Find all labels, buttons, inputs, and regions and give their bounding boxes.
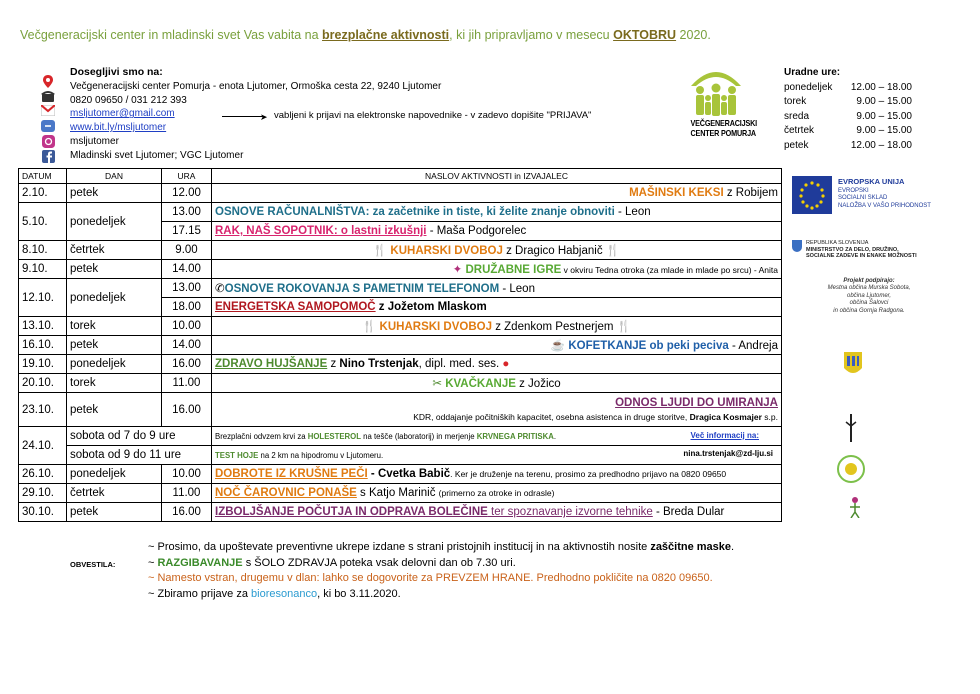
contact-address: Večgeneracijski center Pomurja - enota Ljutomer, Ormoška cesta 22, 9240 Ljutomer	[70, 80, 442, 92]
table-row: 18.00 ENERGETSKA SAMOPOMOČ z Jožetom Mlaskom	[19, 298, 782, 317]
table-row: 16.10. petek 14.00 ☕ KOFETKANJE ob peki peciva - Andreja	[19, 336, 782, 355]
headline	[20, 28, 711, 42]
coffee-cup-icon: ☕	[550, 340, 569, 352]
vgc-logo	[686, 66, 758, 138]
cutlery-icon: 🍴	[362, 321, 380, 333]
office-hours	[784, 66, 912, 154]
notices: ~ Prosimo, da upoštevate preventivne ukrepe izdane s strani pristojnih institucij in na aktivnostih nosite zaščitne maske. ~ RAZGIBAVANJE s ŠOLO ZDRAVJA poteka vsak delovni dan ob 7.30 uri. ~ Namesto vstran, drugemu v dlan: lahko se dogovorite za PREVZEM HRANE. Predhodno pokličite na 0820 09650. ~ Zbiramo prijave za bioresonanco, ki bo 3.11.2020.	[148, 541, 735, 600]
headline-month: OKTOBRU	[613, 28, 677, 42]
more-info-link[interactable]: Več informacij na:	[690, 431, 759, 440]
table-row: 29.10. četrtek 11.00 NOČ ČAROVNIC PONAŠE s Katjo Marinič (primerno za otroke in odrasle)	[19, 484, 782, 503]
header-time: URA	[162, 169, 212, 184]
contact-phone: 0820 09650 / 031 212 393	[70, 94, 187, 106]
municipality-mark-icon	[844, 414, 858, 442]
table-row: 19.10. ponedeljek 16.00 ZDRAVO HUJŠANJE z Nino Trstenjak, dipl. med. ses. ●	[19, 355, 782, 374]
hours-row: četrtek 9.00 – 15.00	[784, 125, 912, 137]
facebook-icon	[38, 150, 58, 164]
municipality-logo-icon	[836, 454, 866, 484]
header-activity: NASLOV AKTIVNOSTI in IZVAJALEC	[212, 169, 782, 184]
apple-icon: ●	[499, 358, 510, 370]
map-pin-icon	[38, 75, 58, 89]
hours-row: sreda 9.00 – 15.00	[784, 110, 912, 122]
instagram-icon	[38, 135, 58, 149]
contact-icons	[38, 78, 58, 165]
headline-text-2: , ki jih pripravljamo v mesecu	[449, 28, 614, 42]
table-row: 8.10. četrtek 9.00 🍴 KUHARSKI DVOBOJ z Dragico Habjanič 🍴	[19, 241, 782, 260]
yarn-icon: ✂	[432, 378, 446, 390]
contact-email-link[interactable]: msljutomer@gmail.com	[70, 108, 175, 120]
contact-email-nina: nina.trstenjak@zd-lju.si	[683, 449, 773, 458]
table-row: 30.10. petek 16.00 IZBOLJŠANJE POČUTJA IN ODPRAVA BOLEČINE ter spoznavanje izvorne tehnike - Breda Dular	[19, 503, 782, 522]
notices-label: OBVESTILA:	[70, 560, 116, 569]
headline-year: 2020.	[676, 28, 711, 42]
hours-row: torek 9.00 – 15.00	[784, 96, 912, 108]
cutlery-icon: 🍴	[613, 321, 631, 333]
table-row: 23.10. petek 16.00 ODNOS LJUDI DO UMIRANJA KDR, oddajanje počitniških kapacitet, osebna asistenca in druge storitve, Dragica Kosmajer s.p.	[19, 393, 782, 427]
gmail-icon	[38, 105, 58, 119]
cutlery-icon: 🍴	[372, 245, 391, 257]
ministry-logo: REPUBLIKA SLOVENIJA MINISTRSTVO ZA DELO, DRUŽINO, SOCIALNE ZADEVE IN ENAKE MOŽNOSTI	[792, 240, 932, 260]
contact-web-link[interactable]: www.bit.ly/msljutomer	[70, 122, 167, 134]
table-row: 9.10. petek 14.00 ✦ DRUŽABNE IGRE v okviru Tedna otroka (za mlade in mlade po srcu) - Anita	[19, 260, 782, 279]
table-row: sobota od 9 do 11 ure TEST HOJE na 2 km na hipodromu v Ljutomeru. nina.trstenjak@zd-lju.si	[19, 446, 782, 465]
table-header-row	[19, 169, 782, 184]
table-row: 12.10. ponedeljek 13.00 ✆OSNOVE ROKOVANJA S PAMETNIM TELEFONOM - Leon	[19, 279, 782, 298]
logo-line-2: CENTER POMURJA	[690, 128, 756, 138]
table-row: 2.10. petek 12.00 MAŠINSKI KEKSI z Robijem	[19, 184, 782, 203]
supporters: Projekt podpirajo: Mestna občina Murska Sobota, občina Ljutomer, občina Šalovci in občina Gornja Radgona.	[827, 278, 911, 314]
header-date: DATUM	[19, 169, 67, 184]
table-row: 24.10. sobota od 7 do 9 ure Brezplačni odvzem krvi za HOLESTEROL na tešče (laboratorij) in merjenje KRVNEGA PRITISKA. Več informacij na:	[19, 427, 782, 446]
contact-title: Dosegljivi smo na:	[70, 66, 163, 78]
phone-icon	[38, 90, 58, 104]
slovenia-crest-icon	[792, 240, 802, 252]
logo-line-1: VEČGENERACIJSKI	[690, 118, 758, 128]
municipality-crest-icon	[844, 352, 862, 378]
office-hours-title: Uradne ure:	[784, 67, 841, 78]
eu-logo: EVROPSKA UNIJA EVROPSKI SOCIALNI SKLAD NALOŽBA V VAŠO PRIHODNOST	[792, 176, 922, 214]
arrow-line	[222, 116, 264, 117]
schedule-table	[18, 168, 782, 522]
table-row: 20.10. torek 11.00 ✂ KVAČKANJE z Jožico	[19, 374, 782, 393]
headline-text: Večgeneracijski center in mladinski svet Vas vabita na	[20, 28, 323, 42]
arrow-right-icon: ➤	[260, 112, 268, 122]
table-row: 5.10. ponedeljek 13.00 OSNOVE RAČUNALNIŠTVA: za začetnike in tiste, ki želite znanje obnoviti - Leon	[19, 203, 782, 222]
contact-facebook: Mladinski svet Ljutomer; VGC Ljutomer	[70, 149, 244, 161]
hours-row: petek 12.00 – 18.00	[784, 139, 912, 151]
eu-flag-icon	[792, 176, 832, 214]
dice-icon: ✦	[452, 264, 466, 276]
municipality-figure-icon	[848, 496, 862, 518]
table-row: 26.10. ponedeljek 10.00 DOBROTE IZ KRUŠNE PEČI - Cvetka Babič. Ker je druženje na terenu, prosimo za predhodno prijavo na 0820 09650	[19, 465, 782, 484]
headline-free: brezplačne aktivnosti	[322, 28, 450, 42]
cutlery-icon: 🍴	[602, 245, 621, 257]
newsletter-note: vabljeni k prijavi na elektronske napovednike - v zadevo dopišite "PRIJAVA"	[274, 110, 592, 121]
hours-row: ponedeljek 12.00 – 18.00	[784, 81, 912, 93]
header-day: DAN	[67, 169, 162, 184]
table-row: 17.15 RAK, NAŠ SOPOTNIK: o lastni izkušnji - Maša Podgorelec	[19, 222, 782, 241]
contact-instagram: msljutomer	[70, 135, 119, 147]
phone-handset-icon: ✆	[215, 283, 225, 295]
link-icon	[38, 120, 58, 134]
table-row: 13.10. torek 10.00 🍴 KUHARSKI DVOBOJ z Zdenkom Pestnerjem 🍴	[19, 317, 782, 336]
family-logo-icon	[686, 66, 746, 118]
